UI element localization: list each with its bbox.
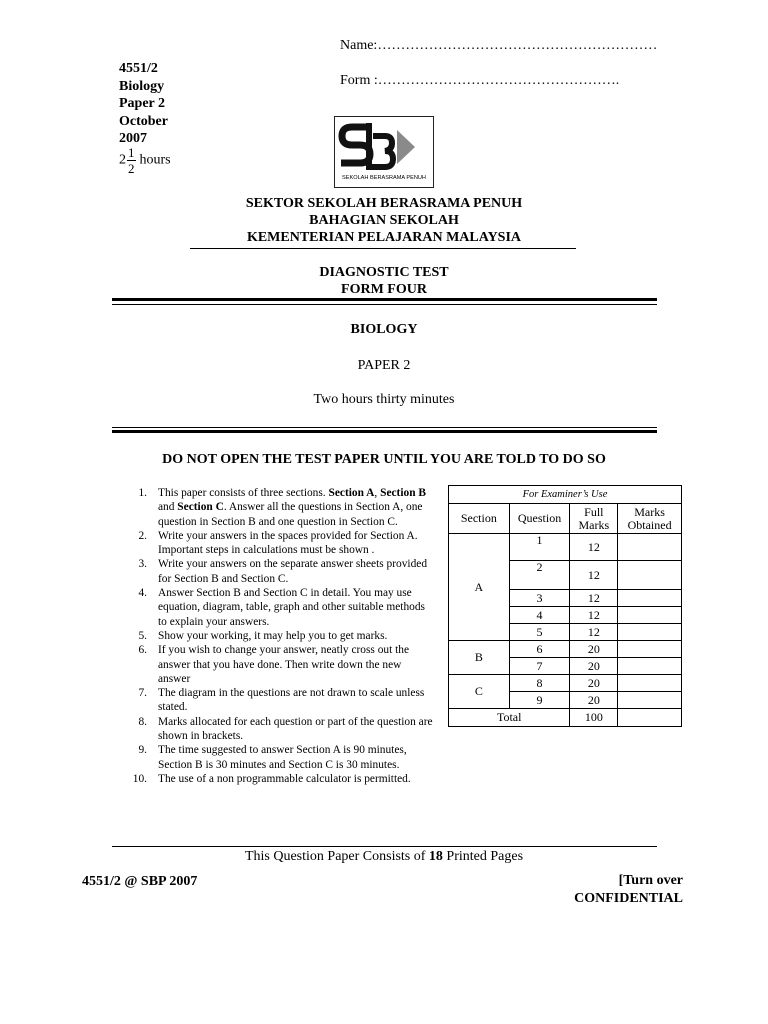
list-item: 2. Write your answers in the spaces provided for Section A. Important steps in calculations must be shown . bbox=[138, 529, 418, 557]
list-item: 1. This paper consists of three sections. Section A, Section B and Section C. Answer all the questions in Section A, one question in Section B and one question in Section C. bbox=[138, 487, 426, 528]
full-marks: 20 bbox=[570, 675, 618, 692]
org-line-3: KEMENTERIAN PELAJARAN MALAYSIA bbox=[246, 230, 522, 245]
list-item: 9. The time suggested to answer Section A is 90 minutes, Section B is 30 minutes and Section C is 30 minutes. bbox=[138, 744, 407, 771]
organisation bbox=[110, 195, 658, 246]
header-section: Section bbox=[449, 504, 510, 534]
list-item: 10. The use of a non programmable calculator is permitted. bbox=[132, 772, 411, 785]
question-number: 4 bbox=[509, 607, 570, 624]
double-rule-bottom bbox=[112, 304, 657, 305]
form-field: Form :……………………………………………. bbox=[340, 73, 620, 88]
divider bbox=[190, 248, 576, 249]
full-marks: 20 bbox=[570, 641, 618, 658]
duration-unit: hours bbox=[139, 152, 171, 168]
full-marks: 12 bbox=[570, 561, 618, 590]
marks-obtained-cell[interactable] bbox=[618, 692, 682, 709]
double-rule-bottom-2 bbox=[112, 430, 657, 433]
logo-caption: SEKOLAH BERASRAMA PENUH bbox=[342, 175, 426, 181]
duration bbox=[119, 145, 171, 176]
section-c: C bbox=[449, 675, 510, 709]
full-marks: 12 bbox=[570, 624, 618, 641]
header-marks-obtained: Marks Obtained bbox=[618, 504, 682, 534]
full-marks: 12 bbox=[570, 590, 618, 607]
full-marks: 12 bbox=[570, 607, 618, 624]
turn-over: [Turn over bbox=[618, 873, 683, 888]
exam-year: 2007 bbox=[119, 131, 147, 146]
instructions-list bbox=[115, 486, 433, 786]
question-number: 9 bbox=[509, 692, 570, 709]
page-count: This Question Paper Consists of 18 Printed Pages bbox=[244, 849, 524, 864]
duration-numerator: 1 bbox=[128, 145, 135, 160]
total-obtained-cell[interactable] bbox=[618, 709, 682, 727]
marks-obtained-cell[interactable] bbox=[618, 607, 682, 624]
test-line-2: FORM FOUR bbox=[341, 282, 427, 297]
table-row bbox=[449, 534, 682, 561]
question-number: 1 bbox=[509, 534, 570, 561]
subject-title: BIOLOGY bbox=[350, 322, 418, 337]
total-label: Total bbox=[449, 709, 570, 727]
paper-number: Paper 2 bbox=[119, 96, 166, 111]
list-item: 4. Answer Section B and Section C in detail. You may use equation, diagram, table, graph and other suitable methods to explain your answers. bbox=[138, 587, 425, 628]
section-b: B bbox=[449, 641, 510, 675]
section-a: A bbox=[449, 534, 510, 641]
duration-text: Two hours thirty minutes bbox=[313, 392, 455, 407]
confidential: CONFIDENTIAL bbox=[574, 891, 683, 906]
table-row bbox=[449, 675, 682, 692]
header-question: Question bbox=[509, 504, 570, 534]
list-item: 3. Write your answers on the separate answer sheets provided for Section B and Section C. bbox=[138, 558, 428, 585]
question-number: 8 bbox=[509, 675, 570, 692]
full-marks: 20 bbox=[570, 658, 618, 675]
org-line-1: SEKTOR SEKOLAH BERASRAMA PENUH bbox=[245, 196, 523, 211]
marks-obtained-cell[interactable] bbox=[618, 675, 682, 692]
list-item: 8. Marks allocated for each question or part of the question are shown in brackets. bbox=[138, 715, 433, 743]
duration-whole: 2 bbox=[119, 152, 126, 168]
marks-obtained-cell[interactable] bbox=[618, 641, 682, 658]
marks-obtained-cell[interactable] bbox=[618, 624, 682, 641]
examiner-caption: For Examiner’s Use bbox=[449, 486, 682, 504]
footer-rule bbox=[112, 846, 657, 847]
marks-obtained-cell[interactable] bbox=[618, 658, 682, 675]
full-marks: 12 bbox=[570, 534, 618, 561]
full-marks: 20 bbox=[570, 692, 618, 709]
question-number: 2 bbox=[509, 561, 570, 590]
marks-obtained-cell[interactable] bbox=[618, 590, 682, 607]
paper-title: PAPER 2 bbox=[357, 358, 411, 373]
org-line-2: BAHAGIAN SEKOLAH bbox=[309, 213, 459, 228]
name-field: Name:…………………………………………………… bbox=[340, 38, 658, 53]
test-line-1: DIAGNOSTIC TEST bbox=[319, 265, 449, 280]
exam-month: October bbox=[119, 113, 168, 129]
list-item: 6. If you wish to change your answer, neatly cross out the answer that you have done. Then write down the new answer bbox=[138, 644, 410, 685]
total-marks: 100 bbox=[570, 709, 618, 727]
list-item: 5. Show your working, it may help you to get marks. bbox=[138, 629, 388, 642]
table-row bbox=[449, 641, 682, 658]
sbp-logo bbox=[334, 116, 434, 188]
duration-denominator: 2 bbox=[128, 161, 135, 176]
footer-code: 4551/2 @ SBP 2007 bbox=[82, 874, 198, 889]
paper-code: 4551/2 bbox=[119, 61, 158, 76]
question-number: 7 bbox=[509, 658, 570, 675]
double-rule-top bbox=[112, 298, 657, 301]
test-title bbox=[110, 264, 658, 298]
examiner-table bbox=[448, 485, 682, 727]
question-number: 3 bbox=[509, 590, 570, 607]
subject-name: Biology bbox=[119, 78, 165, 94]
marks-obtained-cell[interactable] bbox=[618, 534, 682, 561]
marks-obtained-cell[interactable] bbox=[618, 561, 682, 590]
question-number: 5 bbox=[509, 624, 570, 641]
table-row-total bbox=[449, 709, 682, 727]
double-rule-top-2 bbox=[112, 427, 657, 428]
header-full-marks: Full Marks bbox=[570, 504, 618, 534]
warning-text: DO NOT OPEN THE TEST PAPER UNTIL YOU ARE TOLD TO DO SO bbox=[162, 452, 606, 467]
paper-meta bbox=[119, 60, 168, 148]
duration-fraction bbox=[127, 145, 136, 176]
question-number: 6 bbox=[509, 641, 570, 658]
list-item: 7. The diagram in the questions are not drawn to scale unless stated. bbox=[138, 687, 425, 714]
